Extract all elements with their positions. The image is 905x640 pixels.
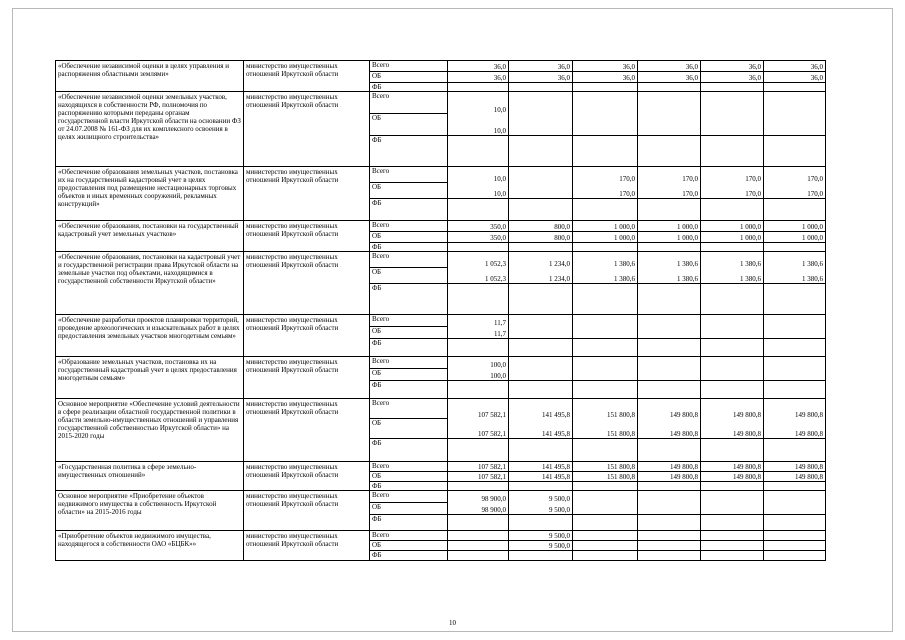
amount-cell: 1 234,0: [509, 252, 573, 268]
amount-cell: [448, 83, 509, 92]
amount-cell: 141 495,8: [509, 462, 573, 472]
amount-cell: [573, 482, 638, 491]
page-number: 10: [449, 619, 456, 627]
amount-cell: 98 900,0: [448, 491, 509, 503]
amount-cell: [448, 531, 509, 541]
funding-source: ФБ: [370, 439, 448, 462]
measure-name: «Государственная политика в сфере земельно-имущественных отношений»: [56, 462, 244, 491]
amount-cell: [448, 551, 509, 561]
amount-cell: [701, 439, 764, 462]
amount-cell: [638, 284, 701, 315]
amount-cell: 1 000,0: [638, 232, 701, 243]
amount-cell: 1 380,6: [573, 268, 638, 284]
amount-cell: [764, 327, 826, 339]
table-row: [56, 92, 826, 114]
amount-cell: [509, 357, 573, 369]
amount-cell: [638, 83, 701, 92]
amount-cell: [701, 92, 764, 114]
amount-cell: [764, 92, 826, 114]
amount-cell: [573, 551, 638, 561]
amount-cell: [573, 327, 638, 339]
amount-cell: 800,0: [509, 232, 573, 243]
amount-cell: 149 800,8: [764, 399, 826, 419]
amount-cell: [764, 284, 826, 315]
amount-cell: [638, 541, 701, 551]
funding-source: ФБ: [370, 83, 448, 92]
funding-source: Всего: [370, 221, 448, 232]
amount-cell: [573, 515, 638, 531]
executor-name: министерство имущественных отношений Иркутской области: [244, 315, 370, 357]
amount-cell: [573, 503, 638, 515]
funding-source: ФБ: [370, 515, 448, 531]
amount-cell: [509, 284, 573, 315]
amount-cell: [701, 491, 764, 503]
amount-cell: 98 900,0: [448, 503, 509, 515]
amount-cell: [764, 357, 826, 369]
amount-cell: [764, 541, 826, 551]
amount-cell: 1 000,0: [764, 232, 826, 243]
amount-cell: 151 800,8: [573, 462, 638, 472]
amount-cell: 350,0: [448, 221, 509, 232]
funding-source: Всего: [370, 252, 448, 268]
amount-cell: 107 582,1: [448, 462, 509, 472]
amount-cell: [573, 491, 638, 503]
table-row: [56, 399, 826, 419]
amount-cell: 36,0: [573, 72, 638, 83]
amount-cell: [701, 136, 764, 167]
amount-cell: 107 582,1: [448, 472, 509, 482]
funding-source: Всего: [370, 399, 448, 419]
funding-source: ОБ: [370, 183, 448, 199]
amount-cell: [573, 284, 638, 315]
amount-cell: 36,0: [701, 61, 764, 72]
amount-cell: 10,0: [448, 92, 509, 114]
amount-cell: [638, 503, 701, 515]
amount-cell: [638, 491, 701, 503]
amount-cell: 36,0: [638, 72, 701, 83]
amount-cell: [764, 381, 826, 399]
funding-source: Всего: [370, 92, 448, 114]
amount-cell: [573, 357, 638, 369]
amount-cell: 10,0: [448, 167, 509, 183]
funding-source: ФБ: [370, 482, 448, 491]
amount-cell: [509, 369, 573, 381]
amount-cell: [573, 339, 638, 357]
amount-cell: [638, 339, 701, 357]
amount-cell: 1 380,6: [764, 268, 826, 284]
executor-name: министерство имущественных отношений Иркутской области: [244, 399, 370, 462]
funding-source: ОБ: [370, 541, 448, 551]
amount-cell: 141 495,8: [509, 472, 573, 482]
executor-name: министерство имущественных отношений Иркутской области: [244, 491, 370, 531]
amount-cell: 36,0: [764, 61, 826, 72]
amount-cell: 350,0: [448, 232, 509, 243]
amount-cell: [573, 541, 638, 551]
amount-cell: [509, 551, 573, 561]
amount-cell: [573, 114, 638, 136]
funding-source: Всего: [370, 357, 448, 369]
amount-cell: 170,0: [638, 183, 701, 199]
funding-source: ФБ: [370, 243, 448, 252]
amount-cell: [448, 284, 509, 315]
amount-cell: [701, 541, 764, 551]
amount-cell: [509, 327, 573, 339]
table-row: [56, 462, 826, 472]
amount-cell: 11,7: [448, 315, 509, 327]
amount-cell: [701, 315, 764, 327]
funding-source: Всего: [370, 167, 448, 183]
amount-cell: 151 800,8: [573, 472, 638, 482]
executor-name: министерство имущественных отношений Иркутской области: [244, 252, 370, 315]
amount-cell: [509, 167, 573, 183]
amount-cell: 1 234,0: [509, 268, 573, 284]
amount-cell: [701, 381, 764, 399]
amount-cell: [764, 551, 826, 561]
funding-source: ОБ: [370, 472, 448, 482]
amount-cell: [448, 439, 509, 462]
amount-cell: [573, 199, 638, 221]
amount-cell: [701, 243, 764, 252]
amount-cell: [701, 114, 764, 136]
amount-cell: 1 000,0: [573, 221, 638, 232]
amount-cell: [573, 531, 638, 541]
amount-cell: 170,0: [764, 183, 826, 199]
amount-cell: [638, 114, 701, 136]
amount-cell: 1 380,6: [701, 252, 764, 268]
measure-name: «Обеспечение разработки проектов планировки территорий, проведение археологических и изыскательных работ в целях предоставления земельных участков многодетным семьям»: [56, 315, 244, 357]
funding-source: ФБ: [370, 339, 448, 357]
amount-cell: 1 000,0: [701, 221, 764, 232]
amount-cell: 800,0: [509, 221, 573, 232]
amount-cell: 9 500,0: [509, 503, 573, 515]
amount-cell: [701, 531, 764, 541]
amount-cell: 1 000,0: [764, 221, 826, 232]
measure-name: «Обеспечение независимой оценки земельных участков, находящихся в собственности РФ, полномочия по распоряжению которыми переданы органам государственной власти Иркутской области на основании ФЗ от 24.07.2008 № 161-ФЗ для их комплексного освоения в целях жилищного строительства»: [56, 92, 244, 167]
amount-cell: 170,0: [701, 167, 764, 183]
amount-cell: [638, 92, 701, 114]
amount-cell: [509, 439, 573, 462]
amount-cell: 107 582,1: [448, 399, 509, 419]
amount-cell: [764, 439, 826, 462]
amount-cell: 170,0: [638, 167, 701, 183]
amount-cell: 149 800,8: [638, 462, 701, 472]
amount-cell: 151 800,8: [573, 419, 638, 439]
funding-source: ОБ: [370, 327, 448, 339]
table-row: [56, 531, 826, 541]
funding-source: ОБ: [370, 114, 448, 136]
amount-cell: 170,0: [764, 167, 826, 183]
funding-source: ОБ: [370, 503, 448, 515]
amount-cell: 36,0: [701, 72, 764, 83]
amount-cell: 149 800,8: [638, 419, 701, 439]
amount-cell: [701, 515, 764, 531]
measure-name: «Приобретение объектов недвижимого имущества, находящегося в собственности ОАО «БЦБК»»: [56, 531, 244, 561]
amount-cell: [573, 381, 638, 399]
amount-cell: 36,0: [638, 61, 701, 72]
table-row: [56, 252, 826, 268]
amount-cell: [448, 339, 509, 357]
amount-cell: 107 582,1: [448, 419, 509, 439]
measure-name: «Обеспечение образования земельных участков, постановка их на государственный кадастровый учет в целях предоставления под размещение нестационарных торговых объектов и иных временных сооружений, рекламных конструкций»: [56, 167, 244, 221]
amount-cell: [573, 83, 638, 92]
amount-cell: 1 000,0: [638, 221, 701, 232]
amount-cell: 1 380,6: [638, 252, 701, 268]
amount-cell: [764, 199, 826, 221]
funding-source: Всего: [370, 315, 448, 327]
amount-cell: [638, 439, 701, 462]
amount-cell: [509, 199, 573, 221]
amount-cell: [509, 114, 573, 136]
table-row: [56, 491, 826, 503]
amount-cell: [701, 199, 764, 221]
amount-cell: [701, 83, 764, 92]
amount-cell: [701, 503, 764, 515]
amount-cell: 9 500,0: [509, 531, 573, 541]
funding-source: ФБ: [370, 551, 448, 561]
measure-name: «Обеспечение образования, постановки на государственный кадастровый учет земельных участков»: [56, 221, 244, 252]
amount-cell: [701, 284, 764, 315]
amount-cell: [764, 531, 826, 541]
amount-cell: 149 800,8: [764, 472, 826, 482]
amount-cell: 11,7: [448, 327, 509, 339]
amount-cell: 170,0: [573, 183, 638, 199]
amount-cell: 1 380,6: [638, 268, 701, 284]
amount-cell: [509, 381, 573, 399]
amount-cell: 149 800,8: [701, 419, 764, 439]
amount-cell: [701, 339, 764, 357]
amount-cell: 1 000,0: [573, 232, 638, 243]
funding-source: Всего: [370, 462, 448, 472]
amount-cell: [509, 339, 573, 357]
amount-cell: [573, 243, 638, 252]
table-row: [56, 167, 826, 183]
measure-name: «Обеспечение независимой оценки в целях управления и распоряжения областными землями»: [56, 61, 244, 92]
executor-name: министерство имущественных отношений Иркутской области: [244, 221, 370, 252]
amount-cell: [638, 243, 701, 252]
measure-name: «Образование земельных участков, постановка их на государственный кадастровый учет в целях предоставления многодетным семьям»: [56, 357, 244, 399]
amount-cell: 36,0: [764, 72, 826, 83]
amount-cell: 149 800,8: [701, 399, 764, 419]
amount-cell: [509, 183, 573, 199]
amount-cell: [509, 515, 573, 531]
amount-cell: [701, 369, 764, 381]
budget-table-body: [56, 61, 826, 561]
funding-source: ОБ: [370, 419, 448, 439]
amount-cell: 36,0: [448, 72, 509, 83]
amount-cell: 149 800,8: [701, 462, 764, 472]
amount-cell: [638, 315, 701, 327]
funding-source: Всего: [370, 531, 448, 541]
amount-cell: [701, 551, 764, 561]
executor-name: министерство имущественных отношений Иркутской области: [244, 167, 370, 221]
amount-cell: [638, 515, 701, 531]
amount-cell: [509, 243, 573, 252]
executor-name: министерство имущественных отношений Иркутской области: [244, 357, 370, 399]
amount-cell: 9 500,0: [509, 491, 573, 503]
amount-cell: 36,0: [573, 61, 638, 72]
amount-cell: 149 800,8: [638, 399, 701, 419]
amount-cell: [701, 482, 764, 491]
amount-cell: 1 380,6: [764, 252, 826, 268]
amount-cell: [573, 136, 638, 167]
amount-cell: 100,0: [448, 369, 509, 381]
amount-cell: [448, 515, 509, 531]
amount-cell: [509, 482, 573, 491]
table-row: [56, 315, 826, 327]
amount-cell: [701, 357, 764, 369]
amount-cell: [764, 515, 826, 531]
amount-cell: [509, 136, 573, 167]
amount-cell: 149 800,8: [638, 472, 701, 482]
amount-cell: 1 052,3: [448, 268, 509, 284]
funding-source: Всего: [370, 61, 448, 72]
amount-cell: 10,0: [448, 114, 509, 136]
measure-name: Основное мероприятие «Приобретение объектов недвижимого имущества в собственность Иркутской области» на 2015-2016 годы: [56, 491, 244, 531]
amount-cell: 1 380,6: [701, 268, 764, 284]
amount-cell: [764, 482, 826, 491]
table-row: [56, 61, 826, 72]
amount-cell: [573, 369, 638, 381]
amount-cell: 100,0: [448, 357, 509, 369]
amount-cell: 36,0: [509, 61, 573, 72]
amount-cell: [701, 327, 764, 339]
amount-cell: [764, 491, 826, 503]
amount-cell: [638, 381, 701, 399]
amount-cell: [764, 83, 826, 92]
funding-source: ФБ: [370, 199, 448, 221]
amount-cell: 1 380,6: [573, 252, 638, 268]
amount-cell: [448, 199, 509, 221]
amount-cell: 10,0: [448, 183, 509, 199]
amount-cell: [638, 551, 701, 561]
amount-cell: [448, 482, 509, 491]
table-row: [56, 357, 826, 369]
funding-source: Всего: [370, 491, 448, 503]
amount-cell: 141 495,8: [509, 399, 573, 419]
funding-source: ОБ: [370, 72, 448, 83]
budget-table: [55, 60, 826, 561]
funding-source: ФБ: [370, 381, 448, 399]
measure-name: «Обеспечение образования, постановки на кадастровый учет и государственной регистрации права Иркутской области на земельные участки под объектами, находящимися в государственной собственности Иркутской области»: [56, 252, 244, 315]
amount-cell: 36,0: [509, 72, 573, 83]
amount-cell: 149 800,8: [701, 472, 764, 482]
amount-cell: [764, 243, 826, 252]
amount-cell: 151 800,8: [573, 399, 638, 419]
amount-cell: 36,0: [448, 61, 509, 72]
amount-cell: [764, 136, 826, 167]
funding-source: ОБ: [370, 268, 448, 284]
amount-cell: [764, 503, 826, 515]
amount-cell: 141 495,8: [509, 419, 573, 439]
executor-name: министерство имущественных отношений Иркутской области: [244, 92, 370, 167]
amount-cell: [764, 339, 826, 357]
funding-source: ОБ: [370, 232, 448, 243]
amount-cell: [638, 327, 701, 339]
amount-cell: 170,0: [701, 183, 764, 199]
amount-cell: 1 052,3: [448, 252, 509, 268]
amount-cell: [573, 92, 638, 114]
executor-name: министерство имущественных отношений Иркутской области: [244, 61, 370, 92]
executor-name: министерство имущественных отношений Иркутской области: [244, 462, 370, 491]
funding-source: ОБ: [370, 369, 448, 381]
amount-cell: [509, 92, 573, 114]
amount-cell: 149 800,8: [764, 419, 826, 439]
amount-cell: 1 000,0: [701, 232, 764, 243]
amount-cell: [638, 531, 701, 541]
amount-cell: [448, 243, 509, 252]
amount-cell: [638, 136, 701, 167]
amount-cell: [509, 315, 573, 327]
amount-cell: [573, 315, 638, 327]
amount-cell: [448, 541, 509, 551]
amount-cell: [638, 369, 701, 381]
amount-cell: 149 800,8: [764, 462, 826, 472]
amount-cell: [764, 369, 826, 381]
amount-cell: [764, 114, 826, 136]
funding-source: ФБ: [370, 284, 448, 315]
measure-name: Основное мероприятие «Обеспечение условий деятельности в сфере реализации областной государственной политики в области земельно-имущественных отношений и управления государственной собственностью Иркутской области» на 2015-2020 годы: [56, 399, 244, 462]
amount-cell: [764, 315, 826, 327]
amount-cell: [638, 357, 701, 369]
amount-cell: [509, 83, 573, 92]
amount-cell: [638, 482, 701, 491]
executor-name: министерство имущественных отношений Иркутской области: [244, 531, 370, 561]
funding-source: ФБ: [370, 136, 448, 167]
amount-cell: 9 500,0: [509, 541, 573, 551]
amount-cell: [448, 381, 509, 399]
amount-cell: [638, 199, 701, 221]
amount-cell: [573, 439, 638, 462]
table-row: [56, 221, 826, 232]
amount-cell: [448, 136, 509, 167]
amount-cell: 170,0: [573, 167, 638, 183]
